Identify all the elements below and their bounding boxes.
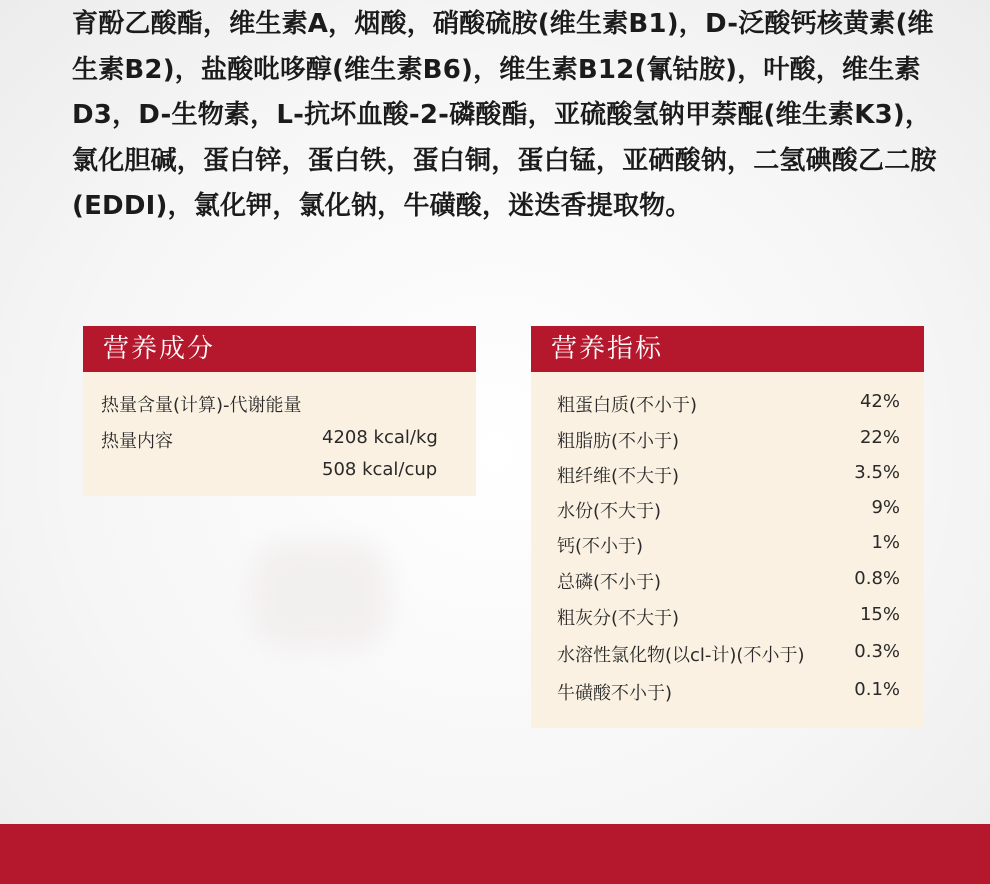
blurred-product-shape	[250, 540, 390, 650]
energy-content-label: 热量内容	[101, 431, 173, 452]
indicator-value: 3.5%	[854, 462, 900, 483]
indicator-label: 粗灰分(不大于)	[557, 608, 680, 629]
nutrition-composition-title: 营养成分	[83, 326, 476, 372]
ingredients-paragraph: 育酚乙酸酯，维生素A，烟酸，硝酸硫胺(维生素B1)，D-泛酸钙核黄素(维生素B2)，盐酸吡哆醇(维生素B6)，维生素B12(氰钴胺)，叶酸，维生素D3，D-生物素，L-抗坏血酸-2-磷酸酯，亚硫酸氢钠甲萘醌(维生素K3)，氯化胆碱，蛋白锌，蛋白铁，蛋白铜，蛋白锰，亚硒酸钠，二氢碘酸乙二胺(EDDI)，氯化钾，氯化钠，牛磺酸，迷迭香提取物。	[72, 9, 937, 222]
indicator-value: 42%	[859, 391, 900, 412]
indicator-label: 牛磺酸不小于)	[557, 683, 673, 704]
indicator-value: 0.1%	[854, 679, 900, 700]
indicator-value: 22%	[859, 427, 900, 448]
nutrition-composition-panel	[83, 326, 476, 496]
indicator-label: 粗蛋白质(不小于)	[557, 395, 698, 416]
indicator-label: 总磷(不小于)	[557, 572, 662, 593]
indicator-label: 粗脂肪(不小于)	[557, 431, 680, 452]
footer-red-band	[0, 824, 990, 884]
indicator-value: 15%	[859, 604, 900, 625]
indicator-value: 0.3%	[854, 641, 900, 662]
energy-value-per-cup: 508 kcal/cup	[322, 459, 438, 480]
indicator-value: 9%	[871, 497, 900, 518]
indicator-label: 粗纤维(不大于)	[557, 466, 680, 487]
energy-value-per-kg: 4208 kcal/kg	[322, 427, 438, 448]
indicator-value: 1%	[871, 532, 900, 553]
energy-label: 热量含量(计算)-代谢能量	[101, 395, 302, 416]
nutrition-indicators-panel	[531, 326, 924, 728]
nutrition-indicators-title: 营养指标	[531, 326, 924, 372]
indicator-value: 0.8%	[854, 568, 900, 589]
indicator-label: 水溶性氯化物(以cl-计)(不小于)	[557, 645, 805, 666]
indicator-label: 钙(不小于)	[557, 536, 644, 557]
indicator-label: 水份(不大于)	[557, 501, 662, 522]
